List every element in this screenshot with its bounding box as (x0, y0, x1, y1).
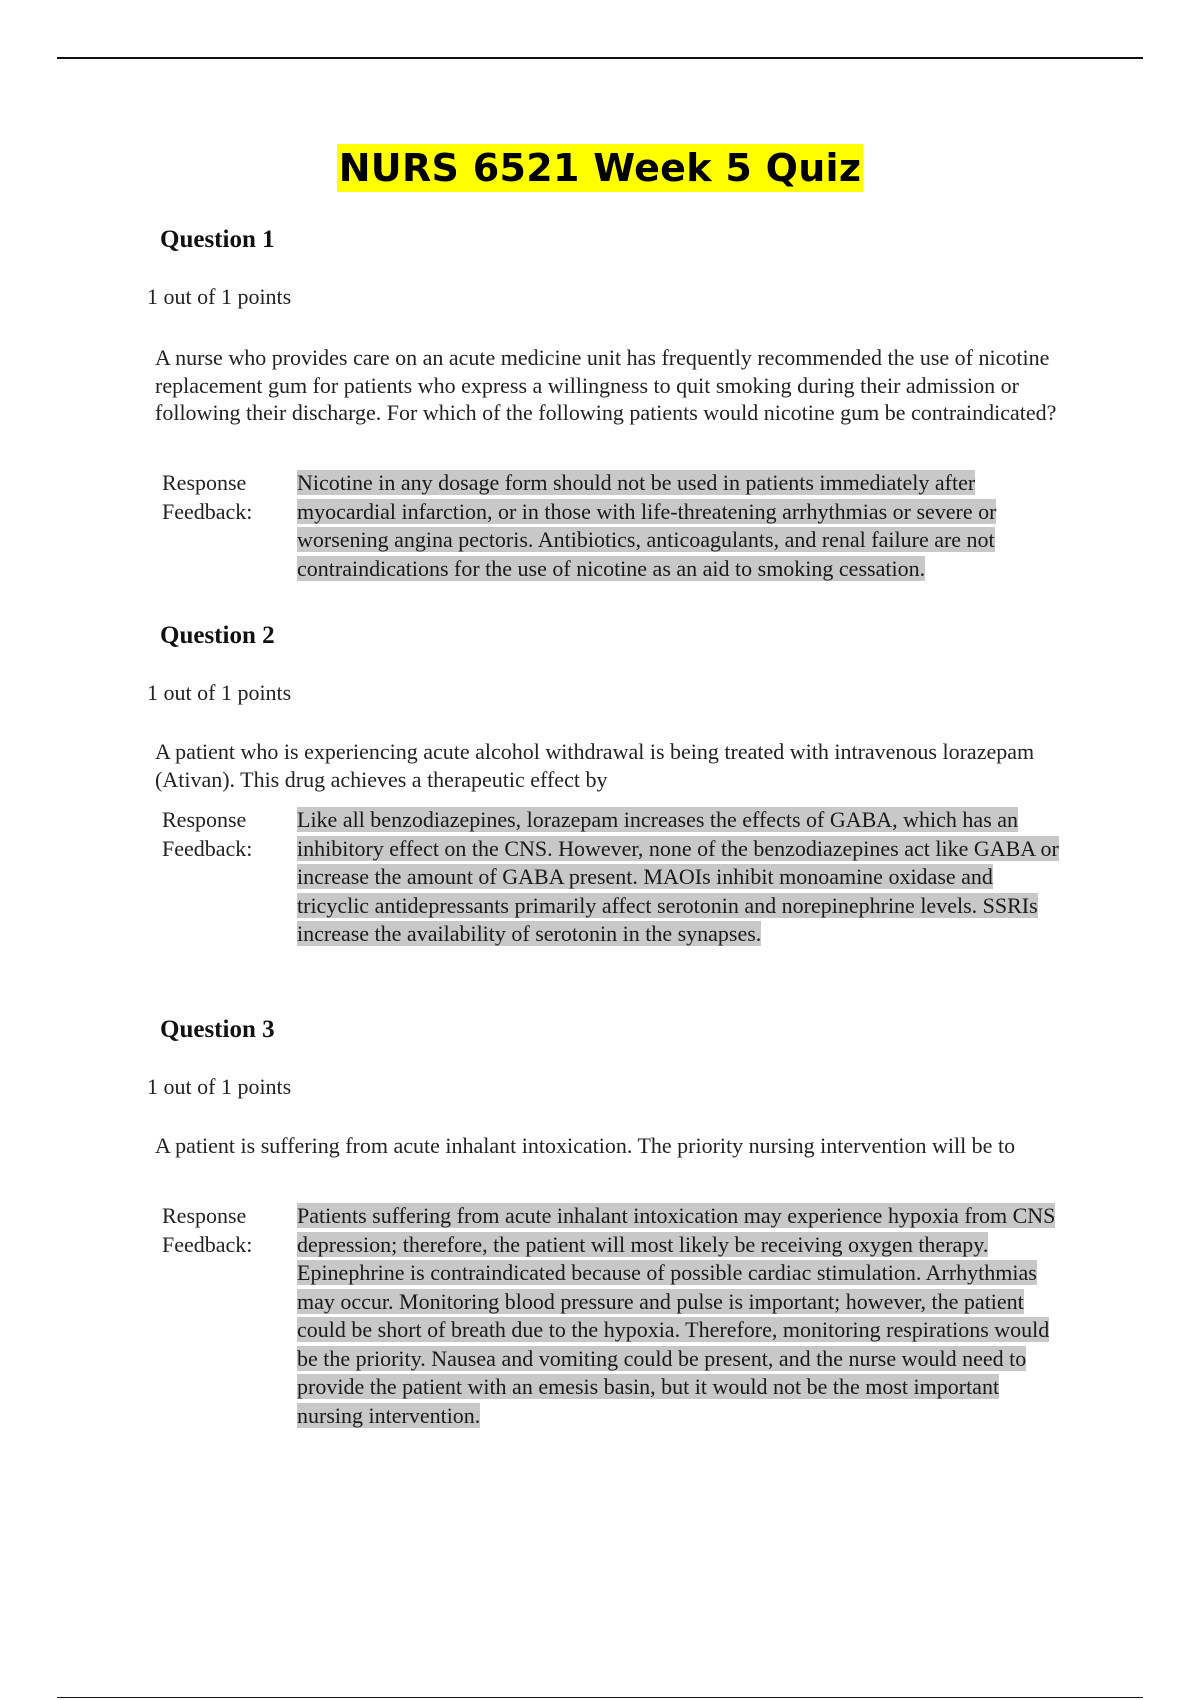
question-2-feedback-text: Like all benzodiazepines, lorazepam increases the effects of GABA, which has an inhibitory effect on the CNS. However, none of the benzodiazepines act like GABA or increase the amount of GABA present. MAOIs inhibit monoamine oxidase and tricyclic antidepressants primarily affect serotonin and norepinephrine levels. SSRIs increase the availability of serotonin in the synapses. (297, 807, 1059, 946)
question-2-feedback-label: Response Feedback: (162, 807, 253, 861)
question-1-text: A nurse who provides care on an acute medicine unit has frequently recommended the use of nicotine replacement gum for patients who express a willingness to quit smoking during their admission or following their discharge. For which of the following patients would nicotine gum be contraindicated? (155, 345, 1057, 425)
question-2-text: A patient who is experiencing acute alcohol withdrawal is being treated with intravenous lorazepam (Ativan). This drug achieves a therapeutic effect by (155, 739, 1035, 792)
question-2-feedback (297, 806, 1067, 949)
page-title: NURS 6521 Week 5 Quiz (338, 146, 862, 190)
question-1-heading: Question 1 (160, 226, 275, 253)
question-2-heading: Question 2 (160, 622, 275, 649)
question-1-points: 1 out of 1 points (147, 284, 292, 309)
top-rule (57, 57, 1143, 59)
question-1-feedback-text: Nicotine in any dosage form should not be used in patients immediately after myocardial infarction, or in those with life-threatening arrhythmias or severe or worsening angina pectoris. Antibiotics, anticoagulants, and renal failure are not contraindications for the use of nicotine as an aid to smoking cessation. (297, 470, 997, 581)
question-1-feedback (297, 469, 1067, 583)
question-3-feedback-label: Response Feedback: (162, 1203, 253, 1257)
title-container (0, 144, 1200, 192)
question-3-text: A patient is suffering from acute inhalant intoxication. The priority nursing intervention will be to (155, 1133, 1016, 1158)
question-3-heading: Question 3 (160, 1016, 275, 1043)
question-1-feedback-label: Response Feedback: (162, 470, 253, 524)
question-3-feedback (297, 1202, 1067, 1430)
question-2-points: 1 out of 1 points (147, 680, 292, 705)
question-3-feedback-text: Patients suffering from acute inhalant intoxication may experience hypoxia from CNS depression; therefore, the patient will most likely be receiving oxygen therapy. Epinephrine is contraindicated because of possible cardiac stimulation. Arrhythmias may occur. Monitoring blood pressure and pulse is important; however, the patient could be short of breath due to the hypoxia. Therefore, monitoring respirations would be the priority. Nausea and vomiting could be present, and the nurse would need to provide the patient with an emesis basin, but it would not be the most important nursing intervention. (297, 1203, 1056, 1428)
question-3-points: 1 out of 1 points (147, 1074, 292, 1099)
bottom-rule (57, 1697, 1143, 1698)
